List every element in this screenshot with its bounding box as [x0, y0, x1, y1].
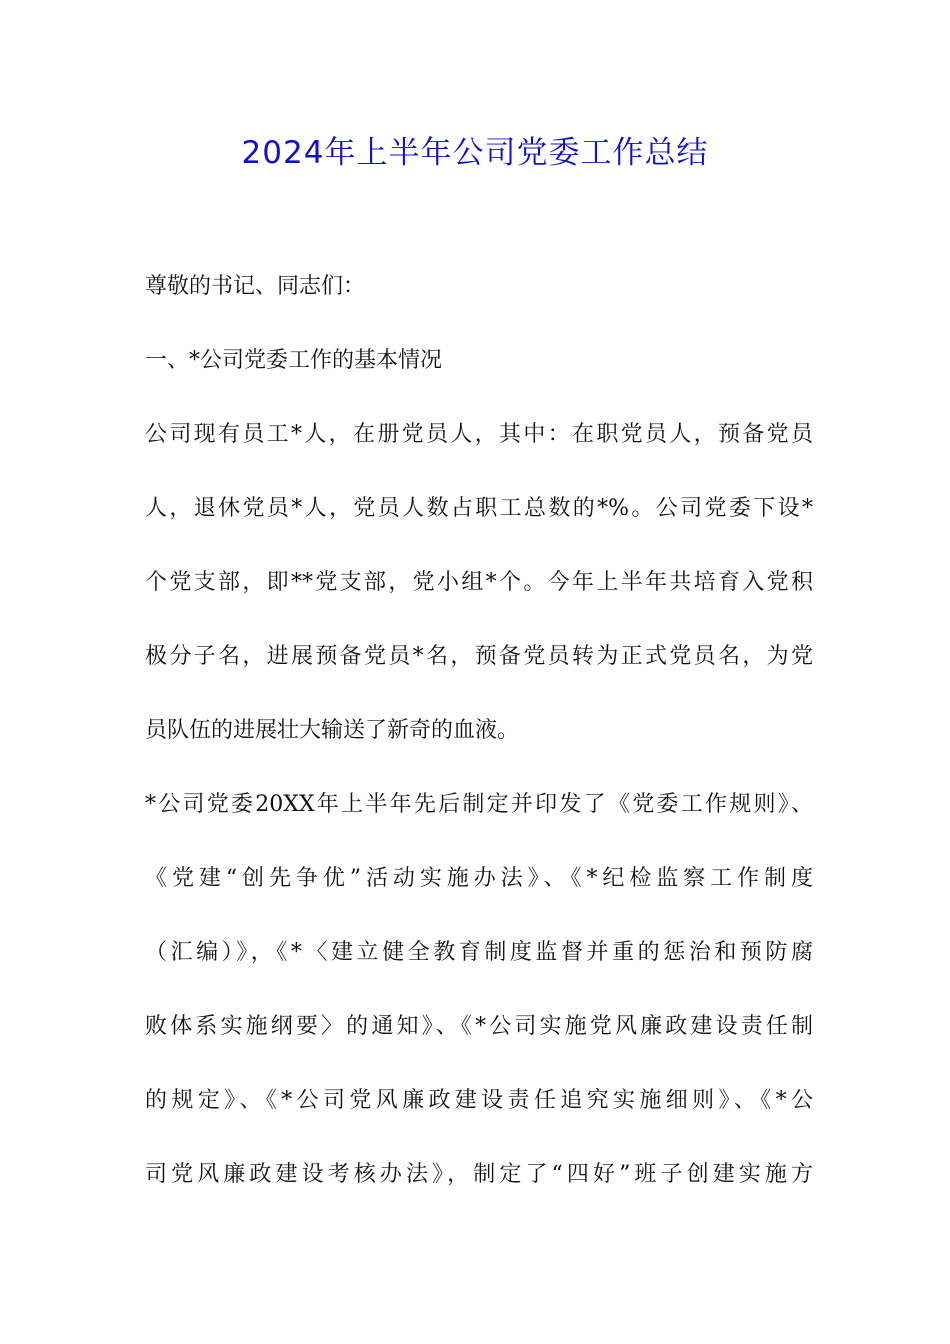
paragraph-line: 个党支部，即**党支部，党小组*个。今年上半年共培育入党积: [145, 570, 813, 595]
paragraph-line: 公司现有员工*人，在册党员人，其中：在职党员人，预备党员: [145, 422, 813, 447]
paragraph-line: （汇编）》，《*〈建立健全教育制度监督并重的惩治和预防腐: [145, 940, 813, 965]
paragraph-line: 《党建“创先争优”活动实施办法》、《*纪检监察工作制度: [145, 866, 813, 891]
greeting-text: 尊敬的书记、同志们：: [145, 274, 366, 299]
document-title: 2024年上半年公司党委工作总结: [241, 135, 709, 171]
paragraph-line: 司党风廉政建设考核办法》，制定了“四好”班子创建实施方: [145, 1162, 813, 1187]
paragraph-line: *公司党委20XX年上半年先后制定并印发了《党委工作规则》、: [145, 792, 813, 817]
paragraph-2: [145, 768, 813, 1212]
greeting: [145, 250, 813, 324]
paragraph-line: 员队伍的进展壮大输送了新奇的血液。: [145, 718, 520, 743]
paragraph-line: 人，退休党员*人，党员人数占职工总数的*%。公司党委下设*: [145, 496, 813, 521]
paragraph-line: 极分子名，进展预备党员*名，预备党员转为正式党员名，为党: [145, 644, 813, 669]
paragraph-1: [145, 398, 813, 768]
paragraph-line: 的规定》、《*公司党风廉政建设责任追究实施细则》、《*公: [145, 1088, 813, 1113]
section-heading-text: 一、*公司党委工作的基本情况: [145, 348, 443, 373]
section-heading: [145, 324, 813, 398]
paragraph-line: 败体系实施纲要〉的通知》、《*公司实施党风廉政建设责任制: [145, 1014, 813, 1039]
